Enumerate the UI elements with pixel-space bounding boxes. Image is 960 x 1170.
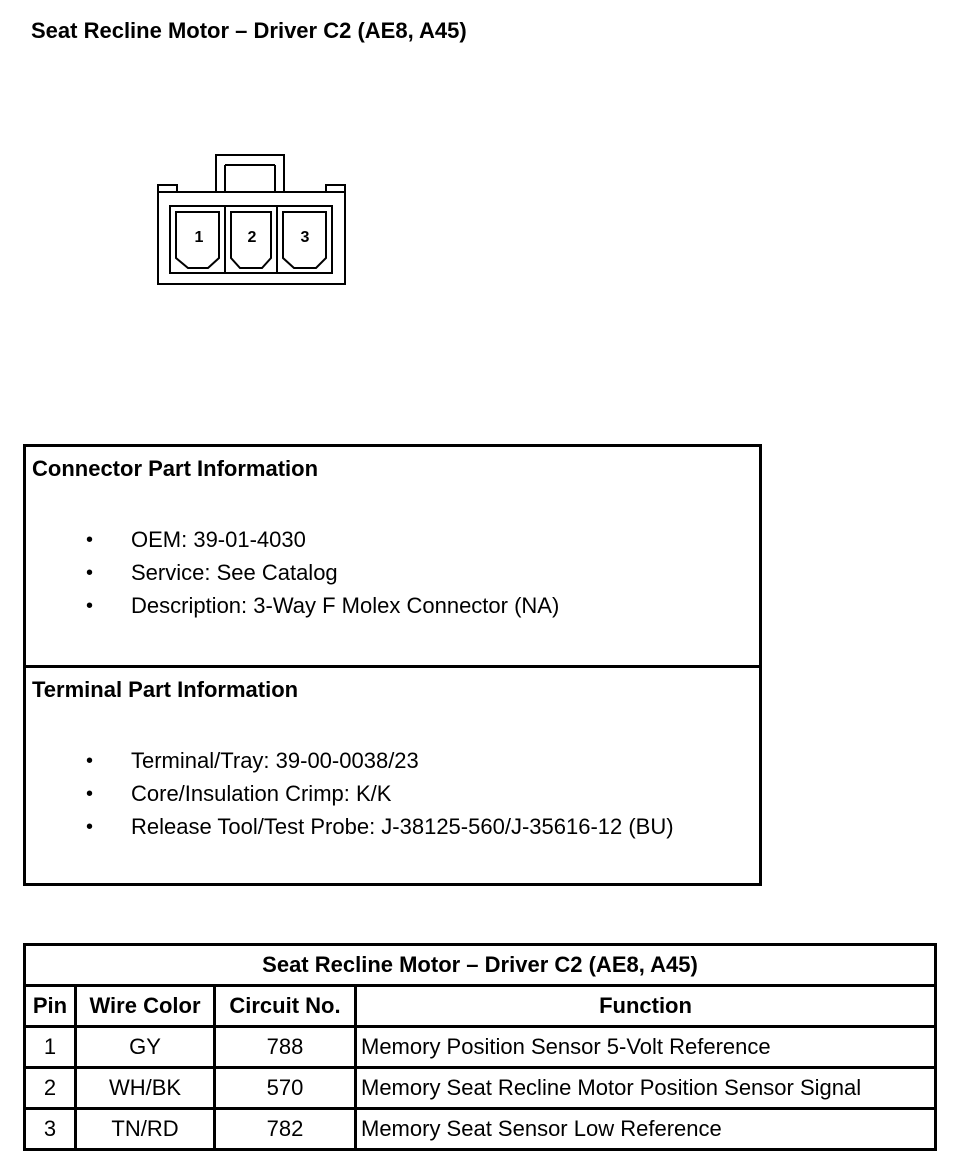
wire-color-cell: GY [76, 1027, 215, 1068]
part-information-box [23, 444, 762, 886]
circuit-cell: 570 [215, 1068, 356, 1109]
table-caption: Seat Recline Motor – Driver C2 (AE8, A45) [25, 945, 936, 986]
column-header-circuit-no: Circuit No. [215, 986, 356, 1027]
table-row [25, 1027, 936, 1068]
pin-table [23, 943, 937, 1151]
column-header-wire-color: Wire Color [76, 986, 215, 1027]
connector-service: Service: See Catalog [131, 560, 338, 585]
cavity-label-1: 1 [194, 229, 204, 246]
table-caption-row [25, 945, 936, 986]
bullet-icon: • [86, 750, 94, 772]
terminal-release-tool: Release Tool/Test Probe: J-38125-560/J-35616-12 (BU) [131, 814, 674, 839]
connector-info-heading: Connector Part Information [32, 456, 319, 481]
function-cell: Memory Seat Recline Motor Position Sensor Signal [356, 1068, 936, 1109]
pin-cell: 3 [25, 1109, 76, 1150]
cavity-label-3: 3 [300, 229, 310, 246]
circuit-cell: 788 [215, 1027, 356, 1068]
terminal-tray: Terminal/Tray: 39-00-0038/23 [131, 748, 419, 773]
terminal-info-heading: Terminal Part Information [32, 677, 299, 702]
wire-color-cell: TN/RD [76, 1109, 215, 1150]
bullet-icon: • [86, 529, 94, 551]
connector-oem: OEM: 39-01-4030 [131, 527, 306, 552]
pin-cell: 2 [25, 1068, 76, 1109]
column-header-function: Function [356, 986, 936, 1027]
terminal-part-information [26, 668, 759, 883]
function-cell: Memory Position Sensor 5-Volt Reference [356, 1027, 936, 1068]
column-header-pin: Pin [25, 986, 76, 1027]
table-row [25, 1068, 936, 1109]
connector-face-diagram [150, 148, 355, 293]
cavity-label-2: 2 [247, 229, 257, 246]
bullet-icon: • [86, 783, 94, 805]
page-title: Seat Recline Motor – Driver C2 (AE8, A45) [31, 18, 467, 43]
circuit-cell: 782 [215, 1109, 356, 1150]
wire-color-cell: WH/BK [76, 1068, 215, 1109]
pin-cell: 1 [25, 1027, 76, 1068]
connector-latch [216, 155, 284, 192]
function-cell: Memory Seat Sensor Low Reference [356, 1109, 936, 1150]
connector-description: Description: 3-Way F Molex Connector (NA) [131, 593, 560, 618]
terminal-crimp: Core/Insulation Crimp: K/K [131, 781, 392, 806]
table-header-row [25, 986, 936, 1027]
bullet-icon: • [86, 562, 94, 584]
table-row [25, 1109, 936, 1150]
bullet-icon: • [86, 816, 94, 838]
bullet-icon: • [86, 595, 94, 617]
connector-part-information [26, 447, 759, 668]
